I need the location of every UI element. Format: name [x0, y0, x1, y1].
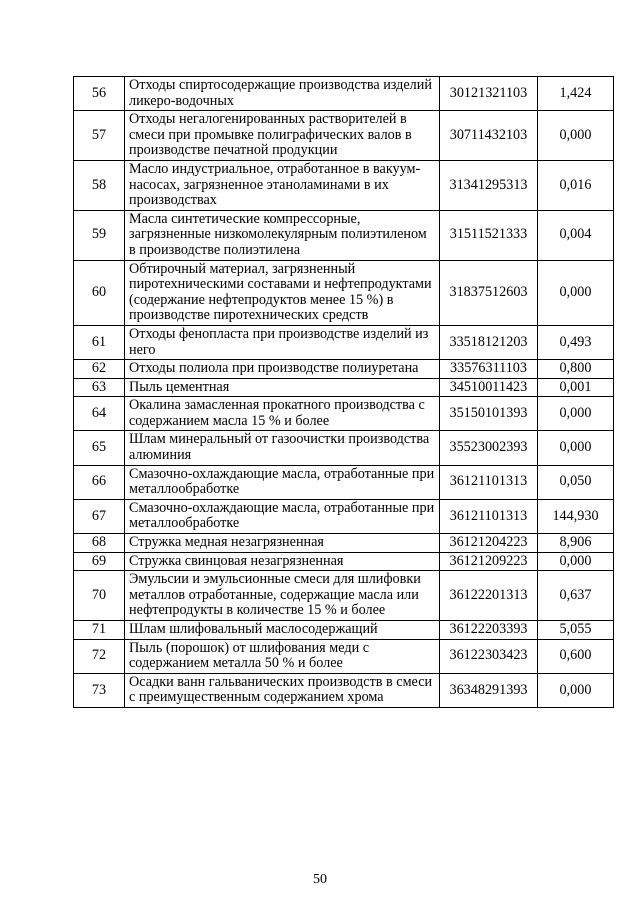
waste-name: Шлам шлифовальный маслосодержащий	[125, 621, 440, 640]
waste-code: 31341295313	[440, 160, 538, 210]
waste-name: Стружка свинцовая незагрязненная	[125, 552, 440, 571]
waste-name: Пыль цементная	[125, 378, 440, 397]
waste-amount: 0,000	[538, 397, 614, 431]
waste-amount: 8,906	[538, 534, 614, 553]
waste-name: Масла синтетические компрессорные, загрязненные низкомолекулярным полиэтиленом в производстве полиэтилена	[125, 210, 440, 260]
row-number: 64	[74, 397, 125, 431]
waste-amount: 1,424	[538, 77, 614, 111]
waste-name: Стружка медная незагрязненная	[125, 534, 440, 553]
waste-name: Пыль (порошок) от шлифования меди с содержанием металла 50 % и более	[125, 639, 440, 673]
row-number: 57	[74, 111, 125, 161]
waste-amount: 0,001	[538, 378, 614, 397]
table-row	[74, 111, 614, 161]
row-number: 70	[74, 571, 125, 621]
row-number: 59	[74, 210, 125, 260]
waste-name: Отходы фенопласта при производстве изделий из него	[125, 325, 440, 359]
waste-table	[73, 76, 614, 708]
waste-amount: 0,800	[538, 360, 614, 379]
waste-name: Отходы негалогенированных растворителей в смеси при промывке полиграфических валов в производстве печатной продукции	[125, 111, 440, 161]
waste-code: 34510011423	[440, 378, 538, 397]
table-row	[74, 397, 614, 431]
table-row	[74, 621, 614, 640]
waste-amount: 0,016	[538, 160, 614, 210]
row-number: 66	[74, 465, 125, 499]
row-number: 63	[74, 378, 125, 397]
table-row	[74, 360, 614, 379]
row-number: 61	[74, 325, 125, 359]
waste-amount: 5,055	[538, 621, 614, 640]
waste-code: 36121101313	[440, 465, 538, 499]
row-number: 73	[74, 673, 125, 707]
waste-amount: 0,493	[538, 325, 614, 359]
waste-amount: 0,000	[538, 431, 614, 465]
waste-code: 36122303423	[440, 639, 538, 673]
waste-code: 36122203393	[440, 621, 538, 640]
table-row	[74, 325, 614, 359]
waste-code: 35150101393	[440, 397, 538, 431]
page-number: 50	[313, 872, 327, 887]
waste-amount: 0,000	[538, 260, 614, 325]
waste-code: 35523002393	[440, 431, 538, 465]
waste-name: Шлам минеральный от газоочистки производства алюминия	[125, 431, 440, 465]
waste-amount: 0,050	[538, 465, 614, 499]
table-row	[74, 499, 614, 533]
row-number: 58	[74, 160, 125, 210]
waste-amount: 0,637	[538, 571, 614, 621]
waste-code: 33576311103	[440, 360, 538, 379]
waste-name: Обтирочный материал, загрязненный пиротехническими составами и нефтепродуктами (содержание нефтепродуктов менее 15 %) в производстве пиротехнических средств	[125, 260, 440, 325]
table-row	[74, 378, 614, 397]
row-number: 60	[74, 260, 125, 325]
waste-name: Окалина замасленная прокатного производства с содержанием масла 15 % и более	[125, 397, 440, 431]
waste-code: 30121321103	[440, 77, 538, 111]
row-number: 69	[74, 552, 125, 571]
waste-code: 36121209223	[440, 552, 538, 571]
waste-code: 31837512603	[440, 260, 538, 325]
waste-name: Осадки ванн гальванических производств в смеси с преимущественным содержанием хрома	[125, 673, 440, 707]
waste-name: Масло индустриальное, отработанное в вакуум-насосах, загрязненное этаноламинами в их производствах	[125, 160, 440, 210]
waste-table-body	[74, 77, 614, 708]
waste-amount: 0,004	[538, 210, 614, 260]
waste-amount: 144,930	[538, 499, 614, 533]
waste-name: Смазочно-охлаждающие масла, отработанные при металлообработке	[125, 465, 440, 499]
waste-code: 36122201313	[440, 571, 538, 621]
waste-name: Эмульсии и эмульсионные смеси для шлифовки металлов отработанные, содержащие масла или нефтепродукты в количестве 15 % и более	[125, 571, 440, 621]
waste-code: 36121204223	[440, 534, 538, 553]
table-row	[74, 77, 614, 111]
table-row	[74, 260, 614, 325]
waste-amount: 0,600	[538, 639, 614, 673]
waste-code: 31511521333	[440, 210, 538, 260]
table-row	[74, 571, 614, 621]
waste-code: 36348291393	[440, 673, 538, 707]
waste-name: Отходы спиртосодержащие производства изделий ликеро-водочных	[125, 77, 440, 111]
table-row	[74, 431, 614, 465]
waste-name: Смазочно-охлаждающие масла, отработанные при металлообработке	[125, 499, 440, 533]
waste-amount: 0,000	[538, 673, 614, 707]
waste-code: 30711432103	[440, 111, 538, 161]
table-row	[74, 210, 614, 260]
waste-amount: 0,000	[538, 111, 614, 161]
table-row	[74, 160, 614, 210]
table-row	[74, 673, 614, 707]
waste-code: 33518121203	[440, 325, 538, 359]
table-row	[74, 552, 614, 571]
row-number: 62	[74, 360, 125, 379]
row-number: 72	[74, 639, 125, 673]
table-row	[74, 534, 614, 553]
row-number: 65	[74, 431, 125, 465]
waste-amount: 0,000	[538, 552, 614, 571]
table-row	[74, 639, 614, 673]
row-number: 71	[74, 621, 125, 640]
waste-code: 36121101313	[440, 499, 538, 533]
waste-name: Отходы полиола при производстве полиуретана	[125, 360, 440, 379]
table-row	[74, 465, 614, 499]
row-number: 68	[74, 534, 125, 553]
row-number: 67	[74, 499, 125, 533]
row-number: 56	[74, 77, 125, 111]
